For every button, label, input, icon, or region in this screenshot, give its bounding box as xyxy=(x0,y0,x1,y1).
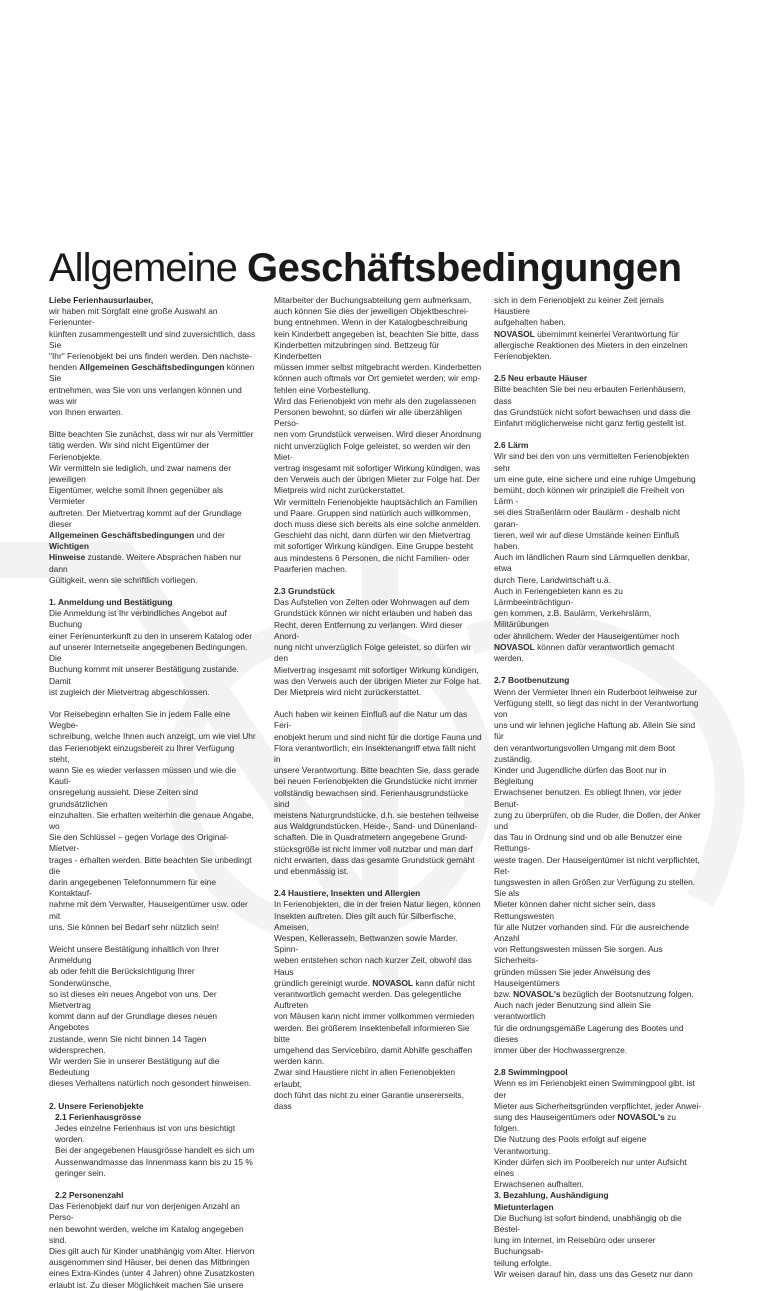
section-2-2-continued: Mitarbeiter der Buchungsabteilung gern aufmerksam, auch können Sie dies der jeweiligen Objektbeschrei- bung entnehmen. Wenn in der Katalogbeschreibung kein Kinderbett angegeben ist, beachten Sie bitte, dass Kinderbetten mitzubringen sind. Bettzeug für Kinderbetten müssen immer selbst mitgebracht werden. Kinderbetten können auch oftmals vor Ort gemietet werden; wir emp- fehlen eine Vorbestellung. Wird das Ferienobjekt von mehr als den zugelassenen Personen bewohnt, so dürfen wir alle überzähligen Perso- nen vom Grundstück verweisen. Wird dieser Anordnung nicht unverzüglich Folge geleistet, so werden wir den Miet- vertrag insgesamt mit sofortiger Wirkung kündigen, was den Verweis auch der übrigen Mieter zur Folge hat. Der Mietpreis wird nicht zurückerstattet. Wir vermitteln Ferienobjekte hauptsächlich an Familien und Paare. Gruppen sind natürlich auch willkommen, doch muss diese sich bereits als eine solche anmelden. Geschieht das nicht, dann dürfen wir den Mietvertrag mit sofortiger Wirkung kündigen. Eine Gruppe besteht aus mindestens 6 Personen, die nicht Familien- oder Paarferien machen. xyxy=(274,295,482,574)
page-title xyxy=(49,243,682,293)
title-light: Allgemeine xyxy=(49,246,237,290)
section-3-subheading: Mietunterlagen xyxy=(494,1201,554,1212)
section-2-heading: 2. Unsere Ferienobjekte xyxy=(49,1100,144,1111)
section-1-paragraph-2: Vor Reisebeginn erhalten Sie in jedem Falle eine Wegbe- schreibung, welche Ihnen auch anzeigt, um wie viel Uhr das Ferienobjekt einzugsbereit zu Ihrer Verfügung steht, wann Sie es wieder verlassen müssen und wie die Kauti- onsregelung aussieht. Diese Zeiten sind grundsätzlichen einzuhalten. Sie erhalten weiterhin die genaue Angabe, wo Sie den Schlüssel – gegen Vorlage des Original-Mietver- trages - erhalten werden. Bitte beachten Sie unbedingt die darin angegebenen Telefonnummern für eine Kontaktauf- nahme mit dem Verwalter, Hauseigentümer usw. oder mit uns. Sie können bei Bedarf sehr nützlich sein! xyxy=(49,708,256,932)
title-bold: Geschäftsbedingungen xyxy=(247,246,682,290)
section-2-2-paragraph: Das Ferienobjekt darf nur von derjenigen Anzahl an Perso- nen bewohnt werden, welche im Katalog angegeben sind. Dies gilt auch für Kinder unabhängig vom Alter. Hiervon ausgenommen sind Häuser, bei denen das Mitbringen eines Extra-Kindes (unter 4 Jahren) ohne Zusatzkosten erlaubt ist. Zu dieser Möglichkeit machen Sie unsere xyxy=(49,1201,255,1290)
section-1-paragraph-3: Weicht unsere Bestätigung inhaltlich von Ihrer Anmeldung ab oder fehlt die Berücksichtigung Ihrer Sonderwünsche, so ist dieses ein neues Angebot von uns. Der Mietvertrag kommt dann auf der Grundlage dieses neuen Angebotes zustande, wenn Sie nicht binnen 14 Tagen widersprechen. Wir werden Sie in unserer Bestätigung auf die Bedeutung dieses Verhaltens natürlich noch gesondert hinweisen. xyxy=(49,943,252,1089)
section-2-7-heading: 2.7 Bootbenutzung xyxy=(494,675,570,686)
section-2-3-paragraph-2: Auch haben wir keinen Einfluß auf die Natur um das Feri- enobjekt herum und sind nicht für die dortige Fauna und Flora verantwortlich; ein Insektenangriff etwa fällt nicht in unsere Verantwortung. Bitte beachten Sie, dass gerade bei neuen Ferienobjekten die Grundstücke nicht immer vollständig bewachsen sind. Ferienhausgrundstücke sind meistens Naturgrundstücke, d.h. sie bestehen teilweise aus Waldgrundstücken, Heide-, Sand- und Dünenland- schaften. Die in Quadratmetern angegebene Grund- stücksgröße ist nicht immer voll nutzbar und man darf nicht erwarten, dass das gesamte Grundstück gemäht und ebenmässig ist. xyxy=(274,709,482,876)
section-2-4-continued: sich in dem Ferienobjekt zu keiner Zeit jemals Haustiere aufgehalten haben. xyxy=(494,295,664,328)
intro-paragraph: wir haben mit Sorgfalt eine große Auswahl an Ferienunter- künften zusammengestellt und sind zuversichtlich, dass Sie "Ihr" Ferienobjekt bei uns finden werden. Den nachste- henden Allgemeinen Geschäftsbedingungen können Sie entnehmen, was Sie von uns verlangen können und was wir von Ihnen erwarten. xyxy=(49,306,256,418)
section-2-1-paragraph: Jedes einzelne Ferienhaus ist von uns besichtigt worden. Bei der angegebenen Hausgrösse handelt es sich um Aussenwandmasse das Innenmass kann bis zu 15 % geringer sein. xyxy=(55,1123,255,1178)
section-3-paragraph: Die Buchung ist sofort bindend, unabhängig ob die Bestel- lung im Internet, im Reisebüro oder unserer Buchungsab- teilung erfolgte. Wir weisen darauf hin, dass uns das Gesetz nur dann xyxy=(494,1212,693,1279)
section-2-6-paragraph: Wir sind bei den von uns vermittelten Ferienobjekten sehr um eine gute, eine sichere und eine ruhige Umgebung bemüht, doch können wir prinzipiell die Freiheit von Lärm - sei dies Straßenlärm oder Baulärm - deshalb nicht garan- tieren, weil wir auf diese Umstände keinen Einfluß haben. Auch im ländlichen Raum sind Lärmquellen denkbar, etwa durch Tiere, Landwirtschaft u.ä. Auch in Feriengebieten kann es zu Lärmbeeinträchtigun- gen kommen, z.B. Baulärm, Verkehrslärm, Militärübungen oder ähnlichem. Weder der Hauseigentümer noch NOVASOL können dafür verantwortlich gemacht werden. xyxy=(494,451,696,664)
section-1-heading: 1. Anmeldung und Bestätigung xyxy=(49,597,173,608)
section-2-6-heading: 2.6 Lärm xyxy=(494,440,529,451)
column-2 xyxy=(274,295,482,1112)
section-2-7-paragraph: Wenn der Vermieter Ihnen ein Ruderboot leihweise zur Verfügung stellt, so liegt das nicht in der Verantwortung von uns und wir lehnen jegliche Haftung ab. Allein Sie sind für den verantwortungsvollen Umgang mit dem Boot zuständig. Kinder und Jugendliche dürfen das Boot nur in Begleitung Erwachsener benutzen. Es obliegt Ihnen, vor jeder Benut- zung zu überprüfen, ob die Ruder, die Dollen, der Anker und das Tau in Ordnung sind und ob alle Benutzer eine Rettungs- weste tragen. Der Hauseigentümer ist nicht verpflichtet, Ret- tungswesten in allen Größen zur Verfügung zu stellen. Sie als Mieter können daher nicht sicher sein, dass Rettungswesten für alle Nutzer vorhanden sind. Für die ausreichende Anzahl von Rettungswesten müssen Sie sorgen. Aus Sicherheits- gründen müssen Sie jeder Anweisung des Hauseigentümers bzw. NOVASOL's bezüglich der Bootsnutzung folgen. Auch nach jeder Benutzung sind allein Sie verantwortlich für die ordnungsgemäße Lagerung des Bootes und dieses immer über der Hochwassergrenze. xyxy=(494,686,701,1055)
section-2-5-heading: 2.5 Neu erbaute Häuser xyxy=(494,373,588,384)
section-3-heading: 3. Bezahlung, Aushändigung xyxy=(494,1190,609,1201)
column-3 xyxy=(494,295,702,1280)
section-2-3-heading: 2.3 Grundstück xyxy=(274,586,335,597)
section-2-1-heading: 2.1 Ferienhausgrösse xyxy=(55,1111,142,1122)
greeting: Liebe Ferienhausurlauber, xyxy=(49,295,154,305)
section-2-8-heading: 2.8 Swimmingpool xyxy=(494,1067,568,1078)
section-2-2-heading: 2.2 Personenzahl xyxy=(55,1190,124,1201)
intermediary-paragraph: Bitte beachten Sie zunächst, dass wir nur als Vermittler tätig werden. Wir sind nicht Eigentümer der Ferienobjekte. Wir vermitteln sie lediglich, und zwar namens der jeweiligen Eigentümer, welche somit Ihnen gegenüber als Vermieter auftreten. Der Mietvertrag kommt auf der Grundlage dieser Allgemeinen Geschäftsbedingungen und der Wichtigen Hinweise zustande. Weitere Absprachen haben nur dann Gültigkeit, wenn sie schriftlich vorliegen. xyxy=(49,429,254,585)
section-2-4-paragraph: In Ferienobjekten, die in der freien Natur liegen, können Insekten auftreten. Dies gilt auch für Silberfische, Ameisen, Wespen, Kellerasseln, Bettwanzen sowie Marder. Spinn- weben entstehen schon nach kurzer Zeit, obwohl das Haus gründlich gereinigt wurde. NOVASOL kann dafür nicht verantwortlich gemacht werden. Das gelegentliche Auftreten von Mäusen kann nicht immer vollkommen vermieden werden. Bei größerem Insektenbefall informieren Sie bitte umgehend das Servicebüro, damit Abhilfe geschaffen werden kann. Zwar sind Haustiere nicht in allen Ferienobjekten erlaubt, doch führt das nicht zu einer Garantie unsererseits, dass xyxy=(274,899,481,1112)
column-1 xyxy=(49,295,257,1291)
section-2-8-paragraph: Wenn es im Ferienobjekt einen Swimmingpool gibt, ist der Mieter aus Sicherheitsgründen verpflichtet, jeder Anwei- sung des Hauseigentümers oder NOVASOL's zu folgen. Die Nutzung des Pools erfolgt auf eigene Verantwortung. Kinder dürfen sich im Poolbereich nur unter Aufsicht eines Erwachsenen aufhalten. xyxy=(494,1078,702,1190)
section-1-paragraph-1: Die Anmeldung ist Ihr verbindliches Angebot auf Buchung einer Ferienunterkunft zu den in unserem Katalog oder auf unserer Internetseite angegebenen Bedingungen. Die Buchung kommt mit unserer Bestätigung zustande. Damit ist zugleich der Mietvertrag abgeschlossen. xyxy=(49,608,252,697)
section-2-4-novasol-paragraph: NOVASOL übernimmt keinerlei Verantwortung für allergische Reaktionen des Mieters in den einzelnen Ferienobjekten. xyxy=(494,328,688,362)
section-2-4-heading: 2.4 Haustiere, Insekten und Allergien xyxy=(274,888,421,899)
section-2-3-paragraph-1: Das Aufstellen von Zelten oder Wohnwagen auf dem Grundstück können wir nicht erlauben und haben das Recht, deren Entfernung zu verlangen. Wird dieser Anord- nung nicht unverzüglich Folge geleistet, so dürfen wir den Mietvertrag insgesamt mit sofortiger Wirkung kündigen, was den Verweis auch der übrigen Mieter zur Folge hat. Der Mietpreis wird nicht zurückerstattet. xyxy=(274,597,482,697)
section-2-5-paragraph: Bitte beachten Sie bei neu erbauten Ferienhäusern, dass das Grundstück nicht sofort bewachsen und dass die Einfahrt möglicherweise nicht ganz fertig gestellt ist. xyxy=(494,384,691,429)
